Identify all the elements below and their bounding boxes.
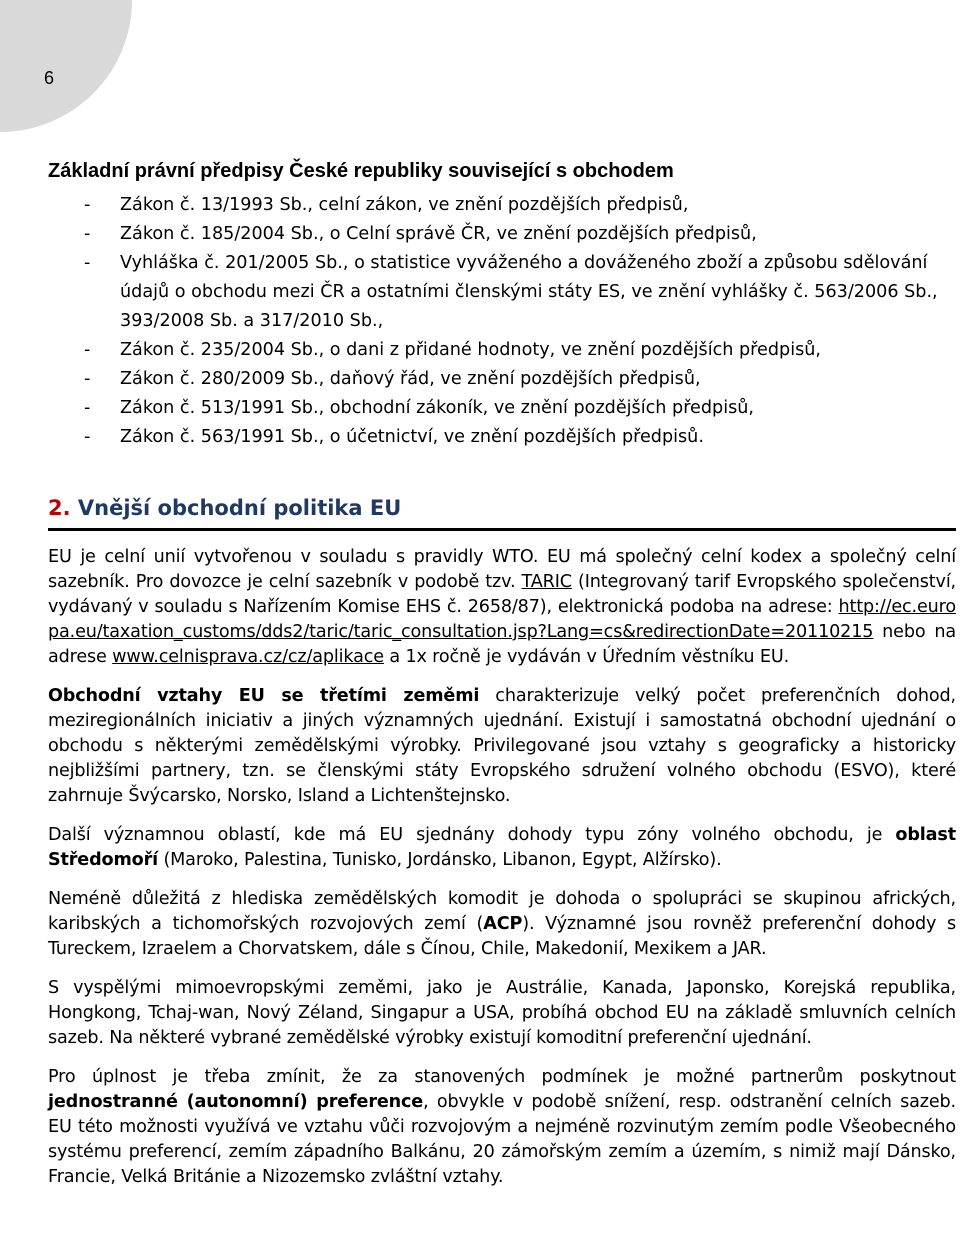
law-desc: , o účetnictví, ve znění pozdějších předpisů. bbox=[318, 427, 704, 447]
text-span: Pro úplnost je třeba zmínit, že za stanovených podmínek je možné partnerům poskytnout bbox=[48, 1067, 956, 1087]
list-item bbox=[48, 249, 956, 336]
paragraph-autonomous-preferences bbox=[48, 1065, 956, 1190]
law-desc: , o dani z přidané hodnoty, ve znění pozdějších předpisů, bbox=[318, 340, 821, 360]
bold-term: jednostranné (autonomní) preference bbox=[48, 1092, 424, 1112]
laws-heading: Základní právní předpisy České republiky související s obchodem bbox=[48, 160, 674, 182]
law-desc: , o Celní správě ČR, ve znění pozdějších předpisů, bbox=[318, 224, 757, 244]
law-name: Zákon č. 235/2004 Sb. bbox=[120, 340, 319, 360]
law-desc: , celní zákon, ve znění pozdějších předpisů, bbox=[307, 195, 689, 215]
text-span: charakterizuje velký počet preferenčních dohod, meziregionálních iniciativ a jiných významných ujednání. Existují i samostatná obchodní ujednání o obchodu s některými zemědělskými výrobky. Privilegované jsou vztahy s geograficky a historicky nejbližšími partnery, tzn. se členskými státy Evropského sdružení volného obchodu (ESVO), které zahrnuje Švýcarsko, Norsko, Island a Lichtenštejnsko. bbox=[48, 686, 956, 806]
text-span: Další významnou oblastí, kde má EU sjednány dohody typu zóny volného obchodu, je bbox=[48, 825, 896, 845]
paragraph-developed-countries: S vyspělými mimoevropskými zeměmi, jako je Austrálie, Kanada, Japonsko, Korejská republika, Hongkong, Tchaj-wan, Nový Zéland, Singapur a USA, probíhá obchod EU na základě smluvních celních sazeb. Na některé vybrané zemědělské výrobky existují komoditní preferenční ujednání. bbox=[48, 978, 956, 1048]
law-name: Zákon č. 280/2009 Sb. bbox=[120, 369, 319, 389]
list-dash: - bbox=[84, 398, 91, 418]
list-dash: - bbox=[84, 195, 91, 215]
law-name: Zákon č. 563/1991 Sb. bbox=[120, 427, 319, 447]
celnisprava-link[interactable]: www.celnisprava.cz/cz/aplikace bbox=[112, 647, 384, 667]
list-item bbox=[48, 336, 956, 365]
paragraph-customs-union bbox=[48, 545, 956, 670]
section-number: 2. bbox=[48, 496, 71, 520]
law-name: Zákon č. 13/1993 Sb. bbox=[120, 195, 308, 215]
list-dash: - bbox=[84, 340, 91, 360]
list-item bbox=[48, 394, 956, 423]
page-number: 6 bbox=[44, 68, 55, 88]
text-span: , obvykle v podobě snížení, resp. odstranění celních sazeb. EU této možnosti využívá ve vztahu vůči rozvojovým a nejméně rozvinutým zemím podle Všeobecného systému preferencí, zemím západního Balkánu, 20 zámořským zemím a územím, s nimiž mají Dánsko, Francie, Velká Británie a Nizozemsko zvláštní vztahy. bbox=[48, 1092, 956, 1187]
paragraph-trade-relations bbox=[48, 684, 956, 809]
text-span: ). Významné jsou rovněž preferenční dohody s Tureckem, Izraelem a Chorvatskem, dále s Čínou, Chile, Makedonií, Mexikem a JAR. bbox=[48, 914, 956, 959]
taric-url-link[interactable]: http://ec.europa.eu/taxation_customs/dds2/taric/taric_consultation.jsp?Lang=cs&redirectionDate=20110215 bbox=[48, 597, 956, 642]
law-desc: , daňový řád, ve znění pozdějších předpisů, bbox=[318, 369, 701, 389]
law-desc: , o statistice vyváženého a dováženého zboží a způsobu sdělování údajů o obchodu mezi ČR a ostatními členskými státy ES, ve znění vyhlášky č. 563/2006 Sb., 393/2008 Sb. a 317/2010 Sb., bbox=[120, 253, 938, 331]
document-body bbox=[48, 160, 956, 1190]
paragraph-mediterranean bbox=[48, 823, 956, 873]
text-span: (Integrovaný tarif Evropského společenství, vydávaný v souladu s Nařízením Komise EHS č. 2658/87), elektronická podoba na adrese: bbox=[48, 572, 956, 617]
text-span: a 1x ročně je vydáván v Úředním věstníku EU. bbox=[383, 647, 790, 667]
law-name: Vyhláška č. 201/2005 Sb. bbox=[120, 253, 343, 273]
text-span: EU je celní unií vytvořenou v souladu s pravidly WTO. EU má společný celní kodex a společný celní sazebník. Pro dovozce je celní sazebník v podobě tzv. bbox=[48, 547, 956, 592]
paragraph-acp bbox=[48, 887, 956, 962]
bold-term: ACP bbox=[483, 914, 523, 934]
list-item bbox=[48, 220, 956, 249]
text-span: nebo na adrese bbox=[48, 622, 956, 667]
text-span: (Maroko, Palestina, Tunisko, Jordánsko, Libanon, Egypt, Alžírsko). bbox=[158, 850, 722, 870]
laws-list bbox=[48, 191, 956, 452]
list-item bbox=[48, 423, 956, 452]
list-dash: - bbox=[84, 369, 91, 389]
law-desc: , obchodní zákoník, ve znění pozdějších předpisů, bbox=[318, 398, 754, 418]
bold-term: Obchodní vztahy EU se třetími zeměmi bbox=[48, 686, 480, 706]
law-name: Zákon č. 185/2004 Sb. bbox=[120, 224, 319, 244]
list-item bbox=[48, 365, 956, 394]
taric-term: TARIC bbox=[521, 572, 572, 592]
list-dash: - bbox=[84, 253, 91, 273]
section-heading bbox=[48, 492, 956, 531]
bold-term: oblast Středomoří bbox=[48, 825, 956, 870]
list-dash: - bbox=[84, 224, 91, 244]
law-name: Zákon č. 513/1991 Sb. bbox=[120, 398, 319, 418]
text-span: Neméně důležitá z hlediska zemědělských komodit je dohoda o spolupráci se skupinou afrických, karibských a tichomořských rozvojových zemí ( bbox=[48, 889, 956, 934]
list-item bbox=[48, 191, 956, 220]
page-corner-tab bbox=[0, 0, 132, 132]
section-title: Vnější obchodní politika EU bbox=[77, 496, 402, 520]
list-dash: - bbox=[84, 427, 91, 447]
